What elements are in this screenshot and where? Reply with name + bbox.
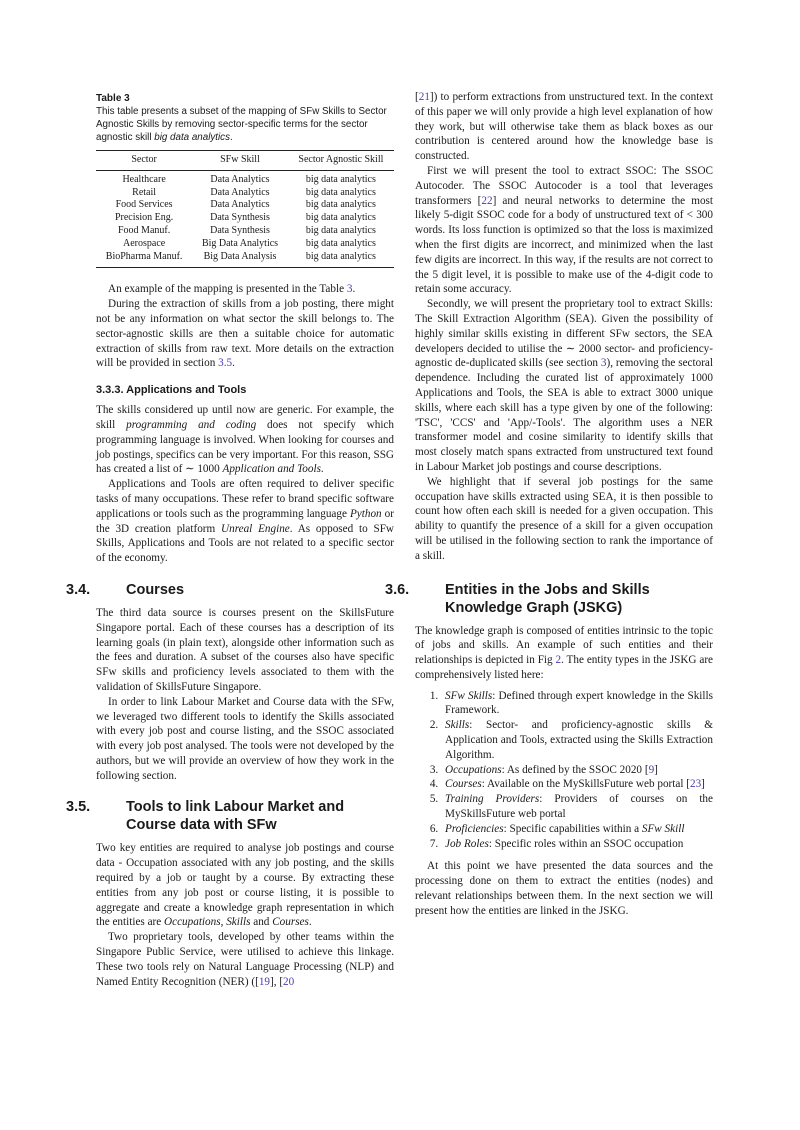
paragraph: At this point we have presented the data sources and the processing done on them to extract the entities (nodes) and relevant relationships between them. In the next section we will present how the entities are linked in the JSKG. <box>415 860 713 917</box>
paragraph: During the extraction of skills from a job posting, there might not be any information on what sector the skill belongs to. The sector-agnostic skills are then a suitable choice for automatic extraction of skills from raw text. More details on the extraction will be provided in section 3.5. <box>96 298 394 370</box>
paragraph: The skills considered up until now are generic. For example, the skill programming and coding does not specify which programming language is involved. When looking for courses and job postings, specifics can be very important. For this reason, SSG has created a list of ∼ 1000 Application and Tools. <box>96 404 394 476</box>
left-column <box>66 90 395 989</box>
figure-ref-link[interactable]: 2 <box>555 654 562 667</box>
table-label: Table 3 <box>96 93 130 104</box>
table-cell: Food Services <box>115 199 173 211</box>
body-text <box>96 282 394 371</box>
table-row <box>96 251 394 268</box>
table-cell: big data analytics <box>305 212 376 224</box>
section-ref-link[interactable]: 3 <box>600 357 607 370</box>
table-cell: Data Analytics <box>210 199 270 211</box>
table-cell: Big Data Analytics <box>201 237 279 249</box>
paragraph: Two proprietary tools, developed by other teams within the Singapore Public Service, were utilised to achieve this linkage. These two tools rely on Natural Language Processing (NLP) and Named Entity Recognition (NER) ([19], [20 <box>96 931 394 988</box>
table-row <box>96 187 394 200</box>
list-item: 4. Courses: Available on the MySkillsFuture web portal [23] <box>441 777 713 792</box>
paragraph: Applications and Tools are often required to deliver specific tasks of many occupations. These refer to brand specific software applications or tools such as the programming language Python or the 3D creation platform Unreal Engine. As opposed to SFw Skills, Applications and Tools are not related to a specific sector of the economy. <box>96 478 395 565</box>
table-cell: Aerospace <box>123 237 166 249</box>
table-ref-link[interactable]: 3 <box>346 283 353 296</box>
table-cell: big data analytics <box>305 224 376 236</box>
table-cell: BioPharma Manuf. <box>96 251 192 268</box>
section-heading: 3.5. Tools to link Labour Market and Course data with SFw <box>66 799 345 834</box>
table-cell: Data Synthesis <box>210 224 270 236</box>
table-header: Sector Agnostic Skill <box>288 151 394 171</box>
paragraph: [21]) to perform extractions from unstructured text. In the context of this paper we will only provide a high level explanation of how they work, but will otherwise take them as black boxes as our contribution is centered around how the knowledge base is constructed. <box>415 91 713 163</box>
table-row <box>96 199 394 212</box>
right-column <box>385 90 714 919</box>
section-heading: 3.4. Courses <box>66 581 185 598</box>
table-3 <box>96 93 394 268</box>
table-header: Sector <box>96 151 192 171</box>
entity-type-list <box>415 689 713 852</box>
table-cell: Precision Eng. <box>114 212 174 224</box>
list-item: 7. Job Roles: Specific roles within an SSOC occupation <box>441 837 713 852</box>
table-cell: Healthcare <box>122 173 166 185</box>
paragraph: First we will present the tool to extract SSOC: The SSOC Autocoder. The SSOC Autocoder is a tool that leverages transformers [22] and neural networks to determine the most likely 5-digit SSOC code for a body of unstructured text of < 300 words. Its loss function is optimized so that the loss is maximized when the first digits are incorrect, and minimized when the last few digits are incorrect. In this way, if the results are not correct to the 5 digit level, it is possible to make use of the 4-digit code to retain some accuracy. <box>415 164 714 296</box>
table-cell: Big Data Analysis <box>192 251 288 268</box>
paragraph: An example of the mapping is presented in the Table 3. <box>108 283 356 296</box>
section-ref-link[interactable]: 3.5 <box>218 357 233 370</box>
table-header-row <box>96 151 394 171</box>
citation-link[interactable]: 22 <box>481 194 493 207</box>
table-cell: big data analytics <box>288 251 394 268</box>
table-row <box>96 238 394 251</box>
paragraph: The knowledge graph is composed of entities intrinsic to the topic of jobs and skills. An example of such entities and their relationships is depicted in Fig 2. The entity types in the JSKG are comprehensively listed here: <box>415 624 714 681</box>
table-row <box>96 212 394 225</box>
table-cell: Data Synthesis <box>210 212 270 224</box>
list-item: 1. SFw Skills: Defined through expert knowledge in the Skills Framework. <box>441 689 713 719</box>
list-item: 5. Training Providers: Providers of courses on the MySkillsFuture web portal <box>441 792 713 822</box>
paragraph: The third data source is courses present on the SkillsFuture Singapore portal. Each of these courses has a description of its learning goals (in plain text), alongside other information such as the fees and duration. A subset of the courses also have specific SFw skills and proficiency levels associated to them with the validation of SkillsFuture Singapore. <box>96 606 394 693</box>
citation-link[interactable]: 23 <box>689 778 702 791</box>
table-row <box>96 225 394 238</box>
table-row <box>96 170 394 186</box>
subsection-heading: 3.3.3. Applications and Tools <box>96 384 247 397</box>
table-cell: Data Analytics <box>210 173 270 185</box>
list-item: 2. Skills: Sector- and proficiency-agnostic skills & Application and Tools, extracted using the Skills Extraction Algorithm. <box>441 718 713 762</box>
citation-link[interactable]: 20 <box>283 975 295 988</box>
section-heading: 3.6. Entities in the Jobs and Skills Knowledge Graph (JSKG) <box>385 581 650 616</box>
paragraph: In order to link Labour Market and Course data with the SFw, we leveraged two different tools to identify the Skills associated with every job post and course listing, and the SSOC associated with every job post analysed. The tools were not developed by the authors, but we will provide an overview of how they work in the following section. <box>96 695 394 782</box>
table-cell: Food Manuf. <box>117 224 171 236</box>
list-item: 6. Proficiencies: Specific capabilities within a SFw Skill <box>441 822 713 837</box>
paragraph: Two key entities are required to analyse job postings and course data - Occupation associated with any job posting, and the skills required by a job or taught by a course. By extracting these entities from any job post or course listing, it is possible to aggregate and create a knowledge graph representation in which the entities are Occupations, Skills and Courses. <box>96 842 394 929</box>
paragraph: We highlight that if several job postings for the same occupation have skills extracted using SEA, it is then possible to count how often each skill is needed for a given occupation. This ability to quantify the presence of a skill for a given occupation will be utilised in the following section to rank the importance of a skill. <box>415 475 713 562</box>
citation-link[interactable]: 21 <box>418 91 430 103</box>
skills-mapping-table <box>96 150 394 268</box>
table-cell: big data analytics <box>305 186 376 198</box>
citation-link[interactable]: 19 <box>258 975 270 988</box>
list-item: 3. Occupations: As defined by the SSOC 2020 [9] <box>441 763 713 778</box>
table-cell: Data Analytics <box>210 186 270 198</box>
table-caption: This table presents a subset of the mapping of SFw Skills to Sector Agnostic Skills by removing sector-specific terms for the sector agnostic skill big data analytics. <box>96 106 387 143</box>
paragraph: Secondly, we will present the proprietary tool to extract Skills: The Skill Extraction Algorithm (SEA). Given the possibility of highly similar skills existing in different SFw sectors, the SEA developers decided to utilise the ∼ 2000 sector- and proficiency-agnostic de-duplicated skills (see section 3), removing the sectoral dependence. Including the curated list of approximately 1000 Applications and Tools, the SEA is able to extract 3000 unique skills, where each skill has a type given by one of the following: 'TSC', 'CCS' and 'App/-Tools'. The algorithm uses a NER transformer model and cosine similarity to identify skills that most closely match spans extracted from unstructured text found in Labour Market job postings and course descriptions. <box>415 298 713 473</box>
citation-link[interactable]: 9 <box>648 763 655 776</box>
table-cell: Retail <box>132 186 157 198</box>
table-cell: big data analytics <box>305 173 376 185</box>
table-cell: big data analytics <box>305 237 376 249</box>
table-header: SFw Skill <box>192 151 288 171</box>
table-cell: big data analytics <box>305 199 376 211</box>
